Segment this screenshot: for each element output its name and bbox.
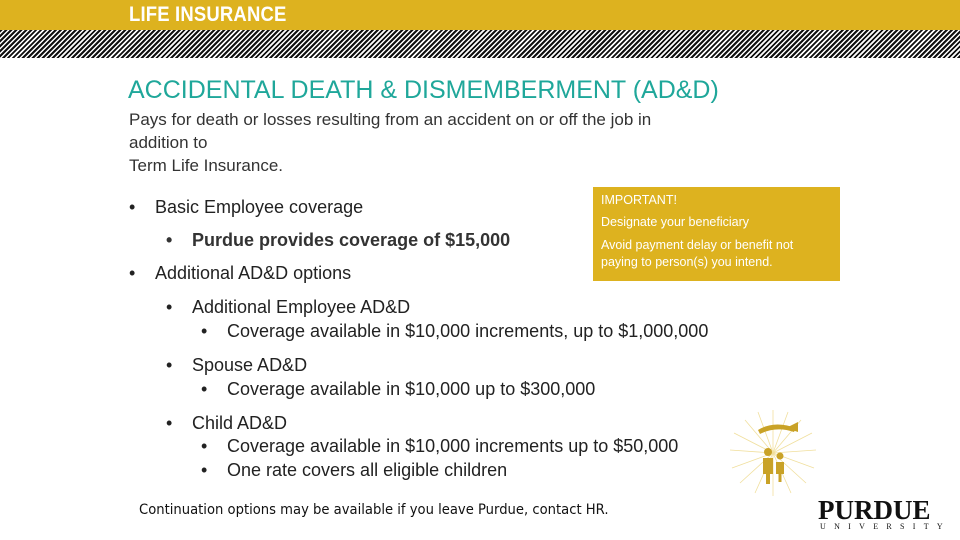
bullet-dot: • [201,436,208,456]
bullet-text: Additional Employee AD&D [192,297,411,317]
section-title: LIFE INSURANCE [129,3,287,26]
slide-heading: ACCIDENTAL DEATH & DISMEMBERMENT (AD&D) [128,76,719,104]
intro-line: addition to [129,133,208,152]
callout-title: IMPORTANT! [601,193,677,207]
bullet-additional-options [129,263,351,284]
bullet-employee-add [166,297,410,318]
family-umbrella-icon [728,408,818,498]
bullet-dot: • [129,263,136,283]
bullet-text: Purdue provides coverage of $15,000 [192,230,511,250]
bullet-spouse-add [166,355,307,376]
intro-line: Term Life Insurance. [129,156,284,175]
bullet-text: Basic Employee coverage [155,197,364,217]
hatched-stripe-band [0,30,960,58]
bullet-dot: • [129,197,136,217]
bullet-child-detail [201,436,678,457]
bullet-text: Additional AD&D options [155,263,352,283]
callout-line: Designate your beneficiary [601,215,749,229]
bullet-text: Coverage available in $10,000 up to $300,000 [227,379,596,399]
bullet-employee-detail [201,321,708,342]
intro-line: Pays for death or losses resulting from an accident on or off the job in [129,110,652,129]
important-callout [593,187,840,281]
logo-wordmark: PURDUE [818,495,931,525]
bullet-text: Child AD&D [192,413,288,433]
bullet-dot: • [201,321,208,341]
purdue-logo [818,495,951,531]
bullet-dot: • [166,355,173,375]
bullet-text: Coverage available in $10,000 increments, up to $1,000,000 [227,321,709,341]
bullet-dot: • [166,413,173,433]
header-bar [0,0,960,30]
bullet-purdue-provides [166,230,510,251]
bullet-dot: • [201,379,208,399]
bullet-text: One rate covers all eligible children [227,460,508,480]
bullet-child-rate [201,460,507,481]
bullet-text: Coverage available in $10,000 increments up to $50,000 [227,436,679,456]
logo-subtitle: UNIVERSITY [820,522,951,531]
bullet-spouse-detail [201,379,595,400]
bullet-basic-coverage [129,197,363,218]
intro-paragraph [129,108,769,177]
bullet-dot: • [166,297,173,317]
bullet-dot: • [166,230,173,250]
bullet-text: Spouse AD&D [192,355,308,375]
callout-line: Avoid payment delay or benefit not paying to person(s) you intend. [601,238,794,269]
continuation-footnote: Continuation options may be available if you leave Purdue, contact HR. [139,502,609,518]
bullet-dot: • [201,460,208,480]
bullet-child-add [166,413,287,434]
